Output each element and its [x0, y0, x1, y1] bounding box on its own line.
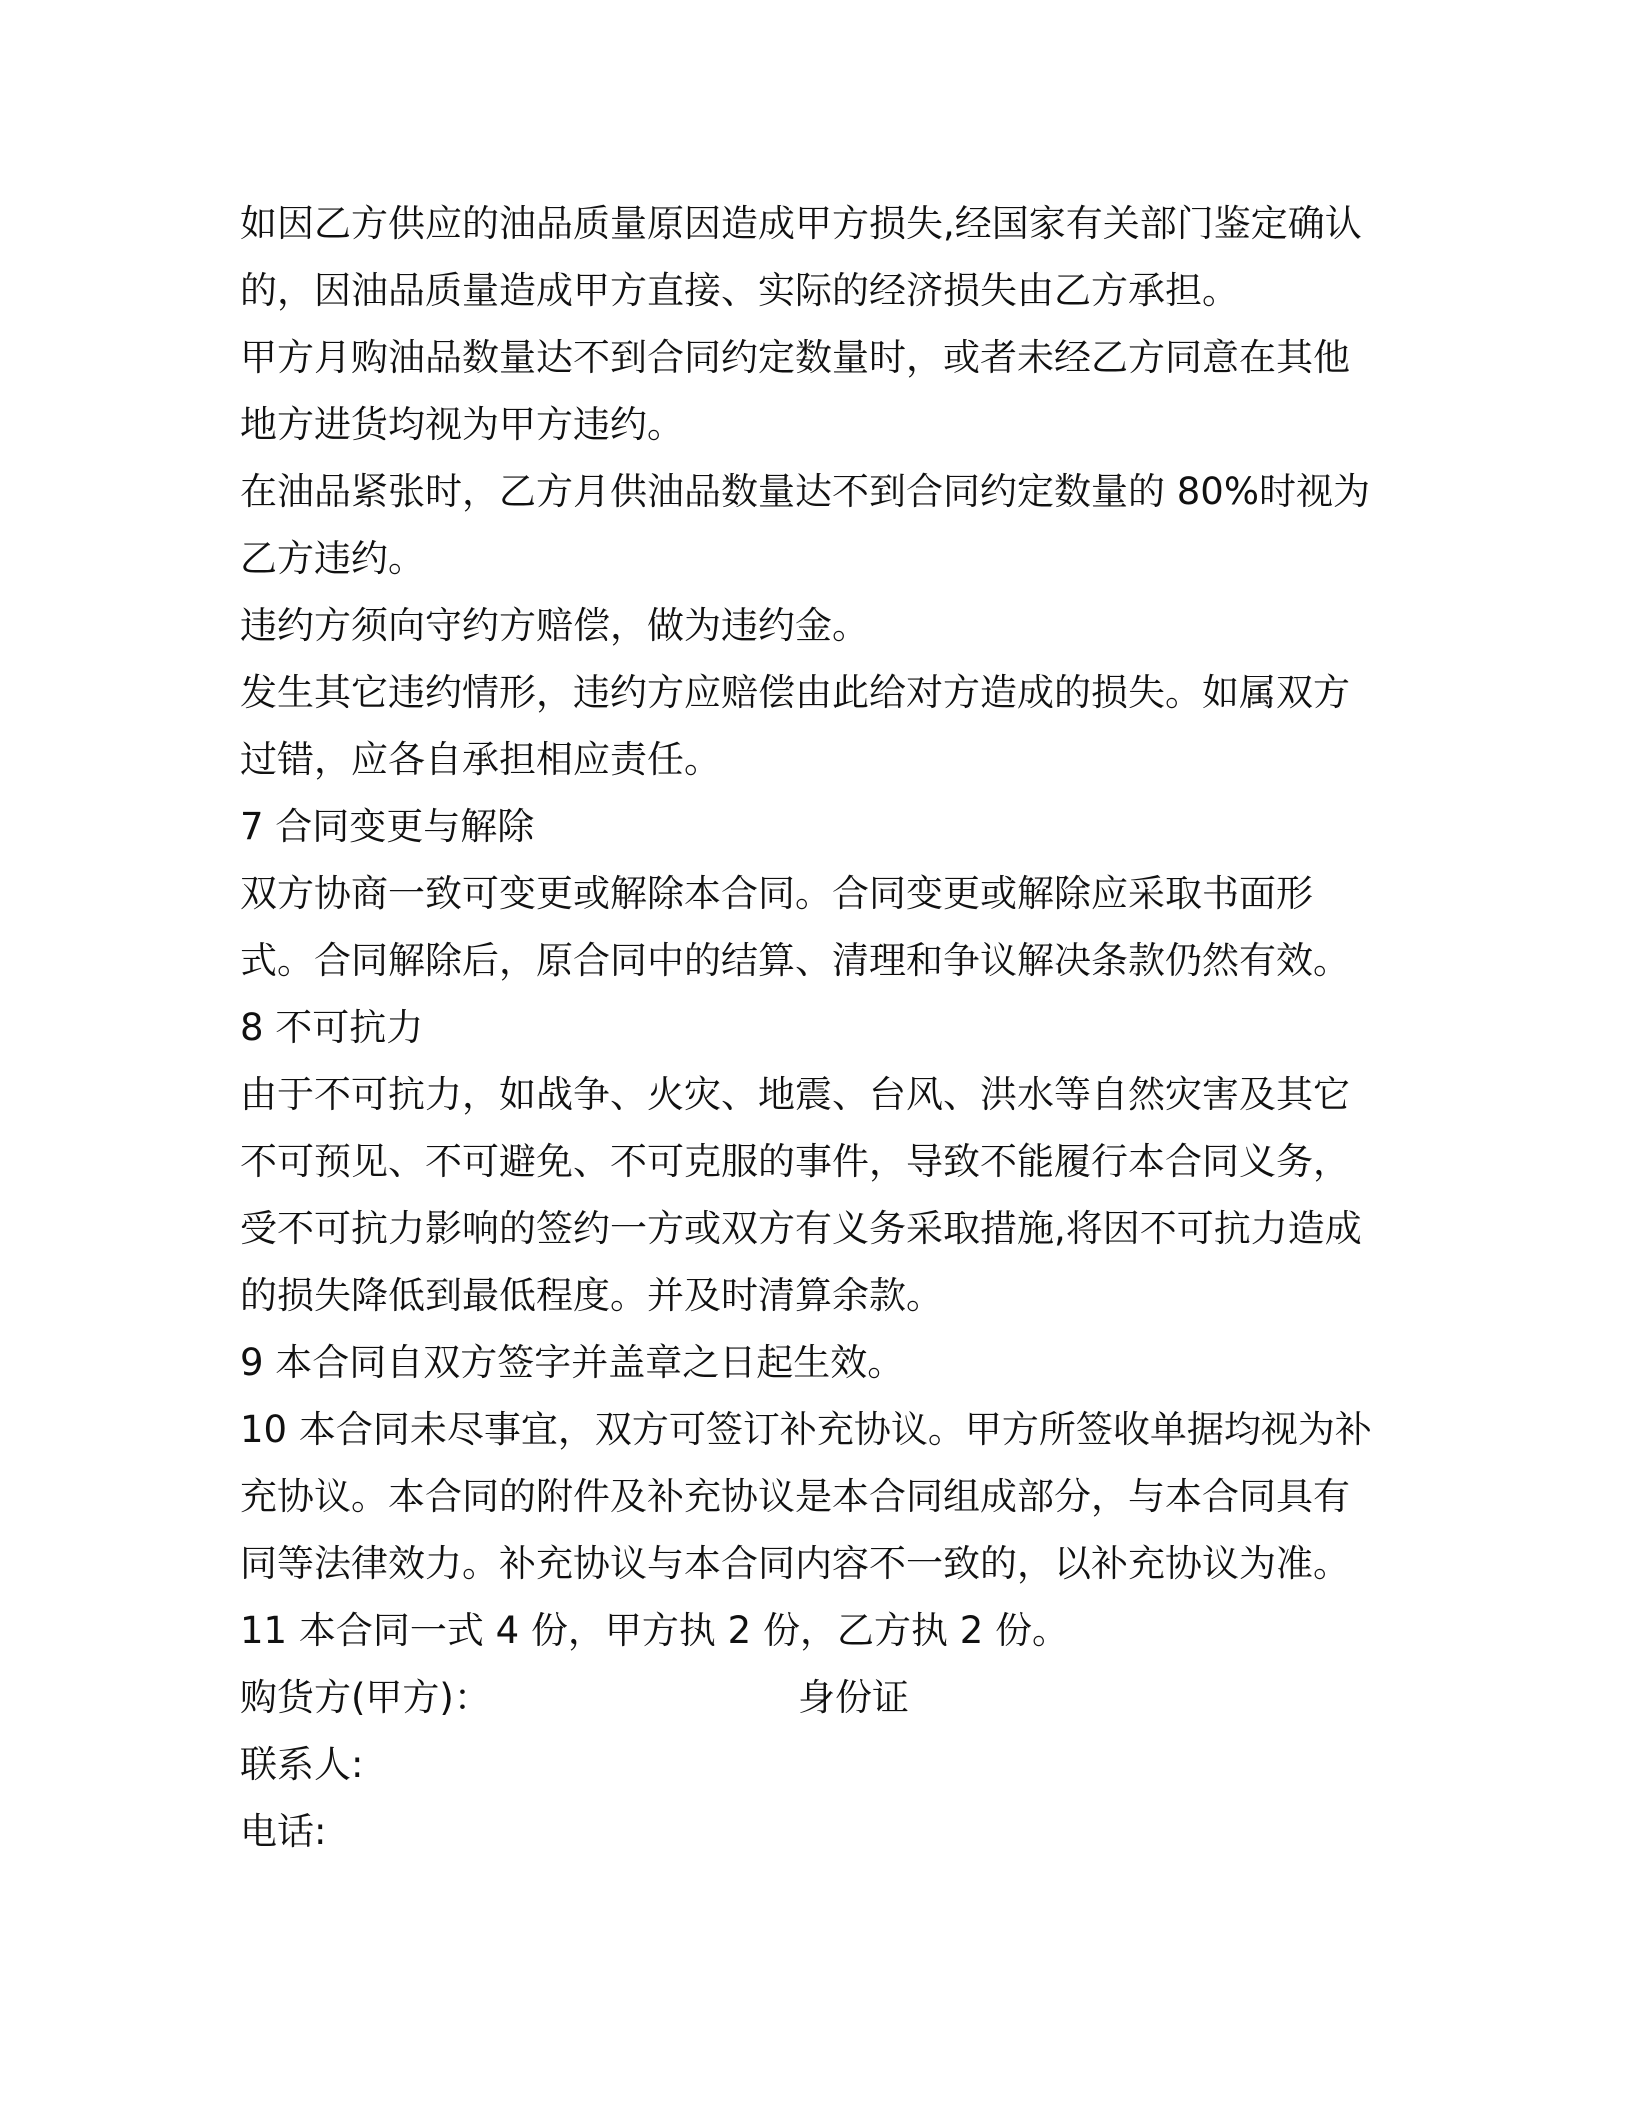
section-heading-force-majeure: 8 不可抗力 — [240, 1006, 424, 1049]
clause-effective-date: 9 本合同自双方签字并盖章之日起生效。 — [240, 1341, 905, 1384]
section-heading-change-termination: 7 合同变更与解除 — [240, 805, 535, 848]
paragraph-quality-loss: 如因乙方供应的油品质量原因造成甲方损失,经国家有关部门鉴定确认的，因油品质量造成甲方直接、实际的经济损失由乙方承担。 — [240, 202, 1362, 312]
clause-supplementary-agreement: 10 本合同未尽事宜，双方可签订补充协议。甲方所签收单据均视为补充协议。本合同的附件及补充协议是本合同组成部分，与本合同具有同等法律效力。补充协议与本合同内容不一致的，以补充协议为准。 — [240, 1408, 1372, 1585]
paragraph-seller-breach: 在油品紧张时，乙方月供油品数量达不到合同约定数量的 80%时视为乙方违约。 — [240, 470, 1370, 580]
document-body — [240, 190, 1380, 1865]
phone-label: 电话: — [240, 1810, 327, 1853]
paragraph-force-majeure: 由于不可抗力，如战争、火灾、地震、台风、洪水等自然灾害及其它不可预见、不可避免、不可克服的事件，导致不能履行本合同义务，受不可抗力影响的签约一方或双方有义务采取措施,将因不可抗力造成的损失降低到最低程度。并及时清算余款。 — [240, 1073, 1362, 1317]
paragraph-buyer-breach: 甲方月购油品数量达不到合同约定数量时，或者未经乙方同意在其他地方进货均视为甲方违约。 — [240, 336, 1350, 446]
contact-label: 联系人: — [240, 1743, 364, 1786]
signature-contact-row — [240, 1731, 1380, 1798]
buyer-label: 购货方(甲方)： — [240, 1676, 491, 1719]
paragraph-change-termination: 双方协商一致可变更或解除本合同。合同变更或解除应采取书面形式。合同解除后，原合同中的结算、清理和争议解决条款仍然有效。 — [240, 872, 1350, 982]
id-card-label: 身份证 — [798, 1676, 909, 1719]
paragraph-other-breach: 发生其它违约情形，违约方应赔偿由此给对方造成的损失。如属双方过错，应各自承担相应责任。 — [240, 671, 1350, 781]
clause-copies: 11 本合同一式 4 份，甲方执 2 份，乙方执 2 份。 — [240, 1609, 1070, 1652]
signature-phone-row — [240, 1798, 1380, 1865]
paragraph-penalty: 违约方须向守约方赔偿，做为违约金。 — [240, 604, 869, 647]
signature-buyer-row — [240, 1664, 1380, 1731]
